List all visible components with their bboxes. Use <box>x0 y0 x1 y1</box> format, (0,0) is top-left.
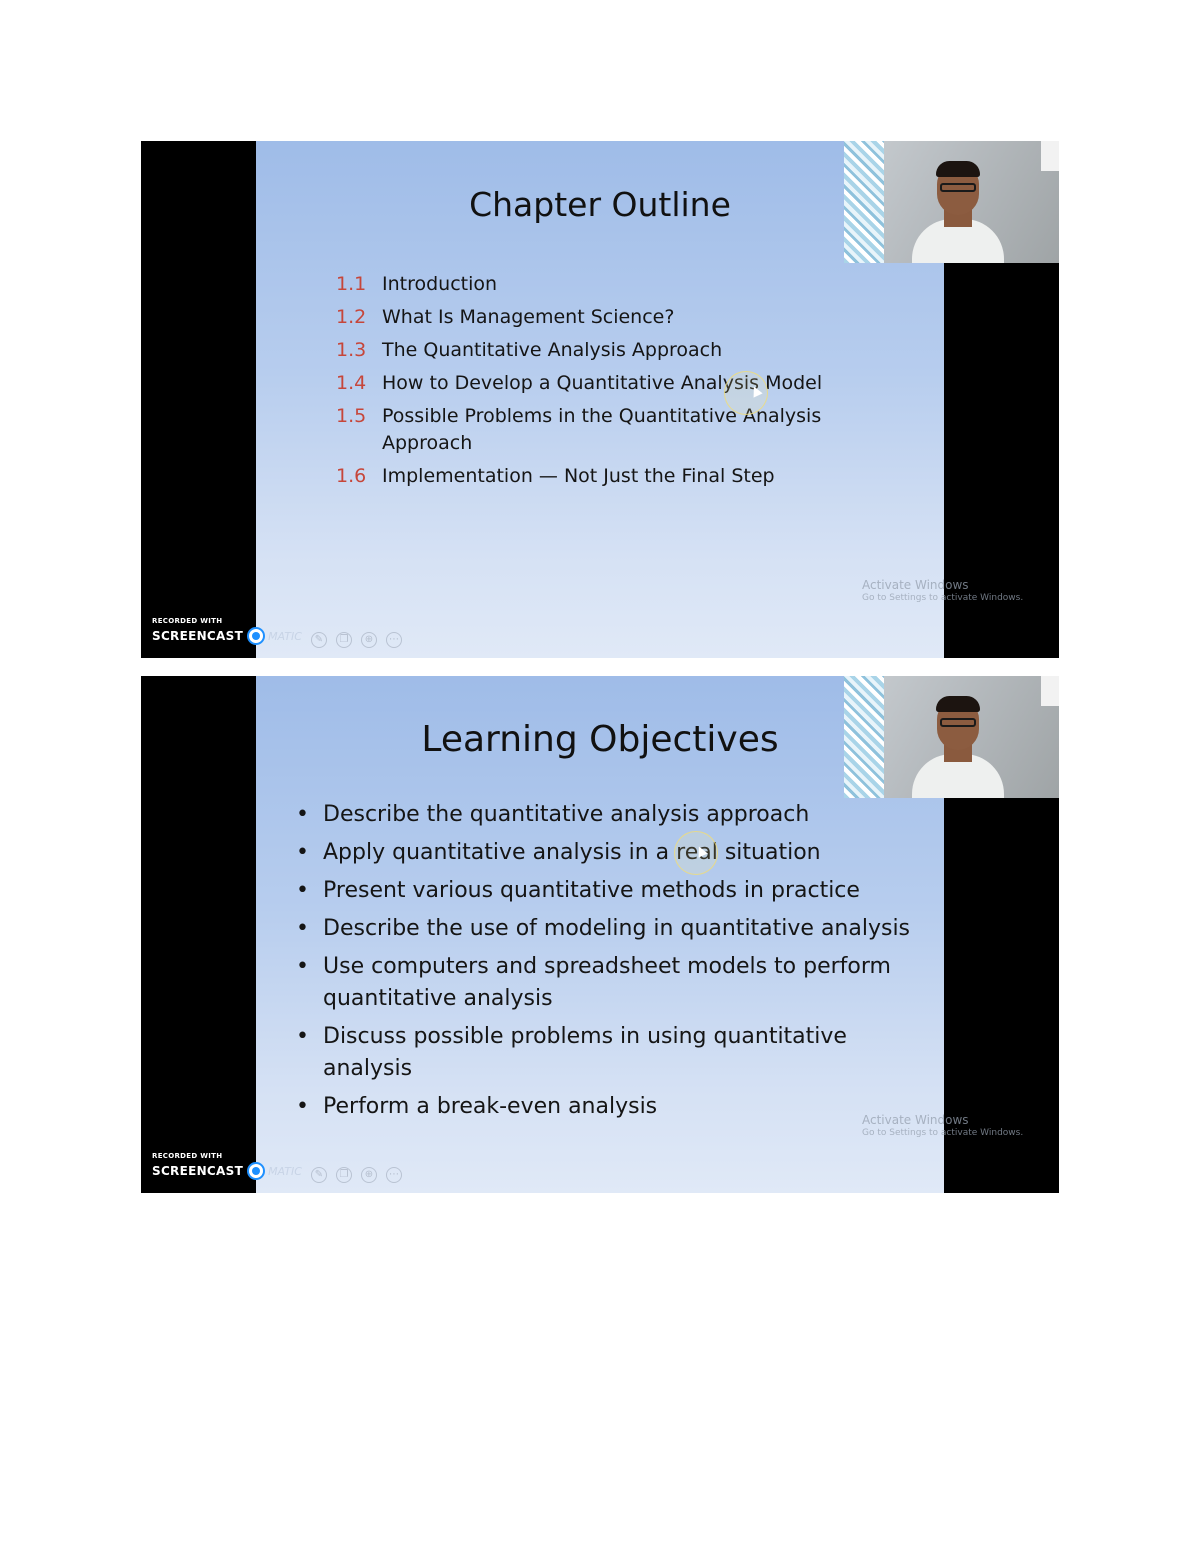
watermark-title: Activate Windows <box>862 1113 969 1127</box>
pen-icon[interactable]: ✎ <box>311 632 327 648</box>
slide-learning-objectives <box>256 676 944 1193</box>
screencast-badge <box>152 1152 302 1180</box>
outline-text: Possible Problems in the Quantitative Analysis Approach <box>382 405 822 454</box>
objective-item <box>296 913 926 945</box>
bullet: • <box>296 840 309 865</box>
objective-item <box>296 1091 926 1123</box>
outline-item <box>336 304 856 331</box>
outline-number: 1.1 <box>336 273 367 295</box>
outline-number: 1.6 <box>336 465 367 487</box>
outline-number: 1.5 <box>336 405 367 427</box>
screencast-badge <box>152 617 302 645</box>
objective-item <box>296 1021 926 1085</box>
outline-text: How to Develop a Quantitative Analysis Model <box>382 372 823 394</box>
bullet: • <box>296 1094 309 1119</box>
slide-chapter-outline <box>256 141 944 658</box>
outline-item <box>336 403 856 457</box>
objective-text: Describe the quantitative analysis approach <box>323 802 810 827</box>
bullet: • <box>296 916 309 941</box>
outline-item <box>336 337 856 364</box>
outline-item <box>336 271 856 298</box>
slide-title: Chapter Outline <box>469 185 731 224</box>
activate-windows-watermark <box>862 578 1052 604</box>
zoom-icon[interactable]: ⊕ <box>361 1167 377 1183</box>
watermark-subtitle: Go to Settings to activate Windows. <box>862 593 1024 603</box>
outline-text: The Quantitative Analysis Approach <box>382 339 723 361</box>
objective-text: Discuss possible problems in using quantitative analysis <box>323 1024 847 1081</box>
screencast-brand: SCREENCAST <box>152 629 244 643</box>
outline-number: 1.4 <box>336 372 367 394</box>
video-frame-chapter-outline <box>141 141 1059 658</box>
screencast-suffix: MATIC <box>268 1164 302 1178</box>
screencast-suffix: MATIC <box>268 629 302 643</box>
presenter-webcam-icon <box>844 676 1059 798</box>
outline-number: 1.2 <box>336 306 367 328</box>
recorded-with-label: RECORDED WITH <box>152 617 223 625</box>
outline-item <box>336 463 856 490</box>
bullet: • <box>296 878 309 903</box>
objective-text: Describe the use of modeling in quantitative analysis <box>323 916 911 941</box>
record-dot-icon <box>247 1162 265 1180</box>
objective-item <box>296 951 926 1015</box>
objective-item <box>296 837 926 869</box>
objective-text: Apply quantitative analysis in a real situation <box>323 840 821 865</box>
objective-item <box>296 875 926 907</box>
copy-icon[interactable]: ❐ <box>336 632 352 648</box>
outline-text: Implementation — Not Just the Final Step <box>382 465 775 487</box>
more-icon[interactable]: ⋯ <box>386 1167 402 1183</box>
presenter-webcam-icon <box>844 141 1059 263</box>
objectives-list <box>296 799 926 1129</box>
copy-icon[interactable]: ❐ <box>336 1167 352 1183</box>
outline-text: Introduction <box>382 273 498 295</box>
screencast-brand: SCREENCAST <box>152 1164 244 1178</box>
pen-icon[interactable]: ✎ <box>311 1167 327 1183</box>
bullet: • <box>296 954 309 979</box>
watermark-title: Activate Windows <box>862 578 969 592</box>
zoom-icon[interactable]: ⊕ <box>361 632 377 648</box>
objective-text: Use computers and spreadsheet models to perform quantitative analysis <box>323 954 891 1011</box>
objective-text: Perform a break-even analysis <box>323 1094 658 1119</box>
watermark-subtitle: Go to Settings to activate Windows. <box>862 1128 1024 1138</box>
slide-controls <box>311 632 411 648</box>
objective-text: Present various quantitative methods in practice <box>323 878 860 903</box>
recorded-with-label: RECORDED WITH <box>152 1152 223 1160</box>
slide-title: Learning Objectives <box>421 719 779 760</box>
more-icon[interactable]: ⋯ <box>386 632 402 648</box>
outline-text: What Is Management Science? <box>382 306 675 328</box>
outline-list <box>336 271 856 496</box>
outline-item <box>336 370 856 397</box>
video-frame-learning-objectives <box>141 676 1059 1193</box>
activate-windows-watermark <box>862 1113 1052 1139</box>
bullet: • <box>296 802 309 827</box>
record-dot-icon <box>247 627 265 645</box>
outline-number: 1.3 <box>336 339 367 361</box>
bullet: • <box>296 1024 309 1049</box>
slide-controls <box>311 1167 411 1183</box>
objective-item <box>296 799 926 831</box>
